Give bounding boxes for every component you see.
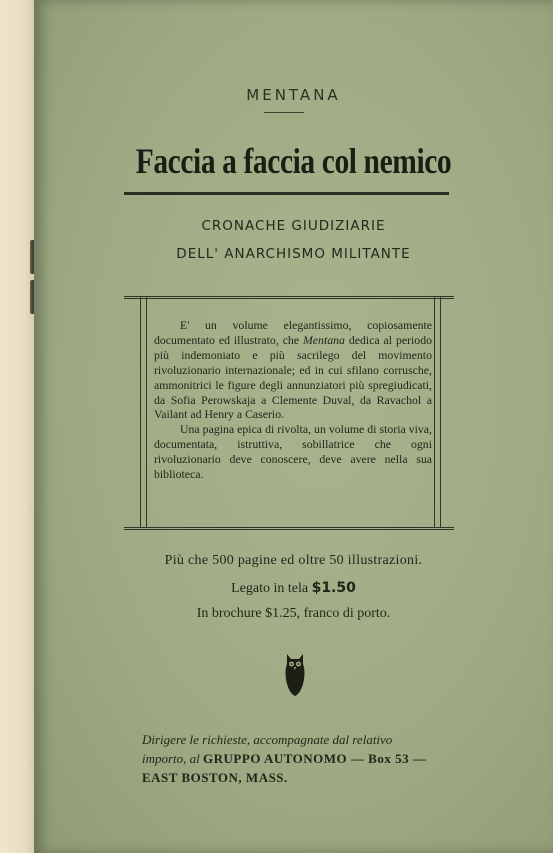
description-box-right-border — [434, 296, 441, 527]
footer-line-3: EAST BOSTON, MASS. — [142, 770, 288, 785]
description-paragraph-1 — [154, 318, 432, 422]
subtitle-line-2: DELL' ANARCHISMO MILITANTE — [176, 246, 411, 262]
author-rule — [264, 112, 304, 113]
description-paragraph-2: Una pagina epica di rivolta, un volume di storia viva, documentata, istruttiva, sobillatrice che ogni rivoluzionario deve conoscere, deve avere nella sua biblioteca. — [154, 422, 432, 482]
page-title: Faccia a faccia col nemico — [135, 141, 452, 181]
cloth-price: $1.50 — [311, 580, 356, 596]
description-box-left-border — [140, 296, 147, 527]
title-rule — [124, 192, 449, 195]
description-p1-end: dedica al periodo più indemoniato e più sacrilego del movimento rivoluzionario internazionale; ed in cui sfilano corrusche, ammonitrici le figure degli annunziatori più spregiudicati, da Sofia Perowskaja a Clemente Duval, da Ravachol a Vailant ad Henry a Caserio. — [154, 332, 432, 422]
author-name-inline: Mentana — [302, 332, 345, 347]
page — [34, 0, 553, 853]
publisher-address: GRUPPO AUTONOMO — Box 53 — — [203, 751, 427, 766]
subtitle-line-1: CRONACHE GIUDIZIARIE — [201, 218, 386, 234]
footer-line-2 — [142, 749, 482, 768]
pages-line: Più che 500 pagine ed oltre 50 illustrazioni. — [164, 553, 423, 568]
description-p1-start: E' un volume elegantissimo, copiosamente documentato ed illustrato, che — [154, 318, 432, 347]
cloth-price-line — [34, 580, 553, 597]
owl-icon — [284, 650, 306, 698]
footer-line-1: Dirigere le richieste, accompagnate dal relativo — [142, 732, 393, 747]
description-text — [154, 318, 432, 482]
paper-price-line: In brochure $1.25, franco di porto. — [196, 606, 391, 621]
ordering-info — [142, 730, 482, 787]
author-name: MENTANA — [246, 86, 341, 104]
cloth-label: Legato in tela — [231, 581, 312, 596]
footer-line-2-italic: importo, al — [142, 751, 204, 766]
